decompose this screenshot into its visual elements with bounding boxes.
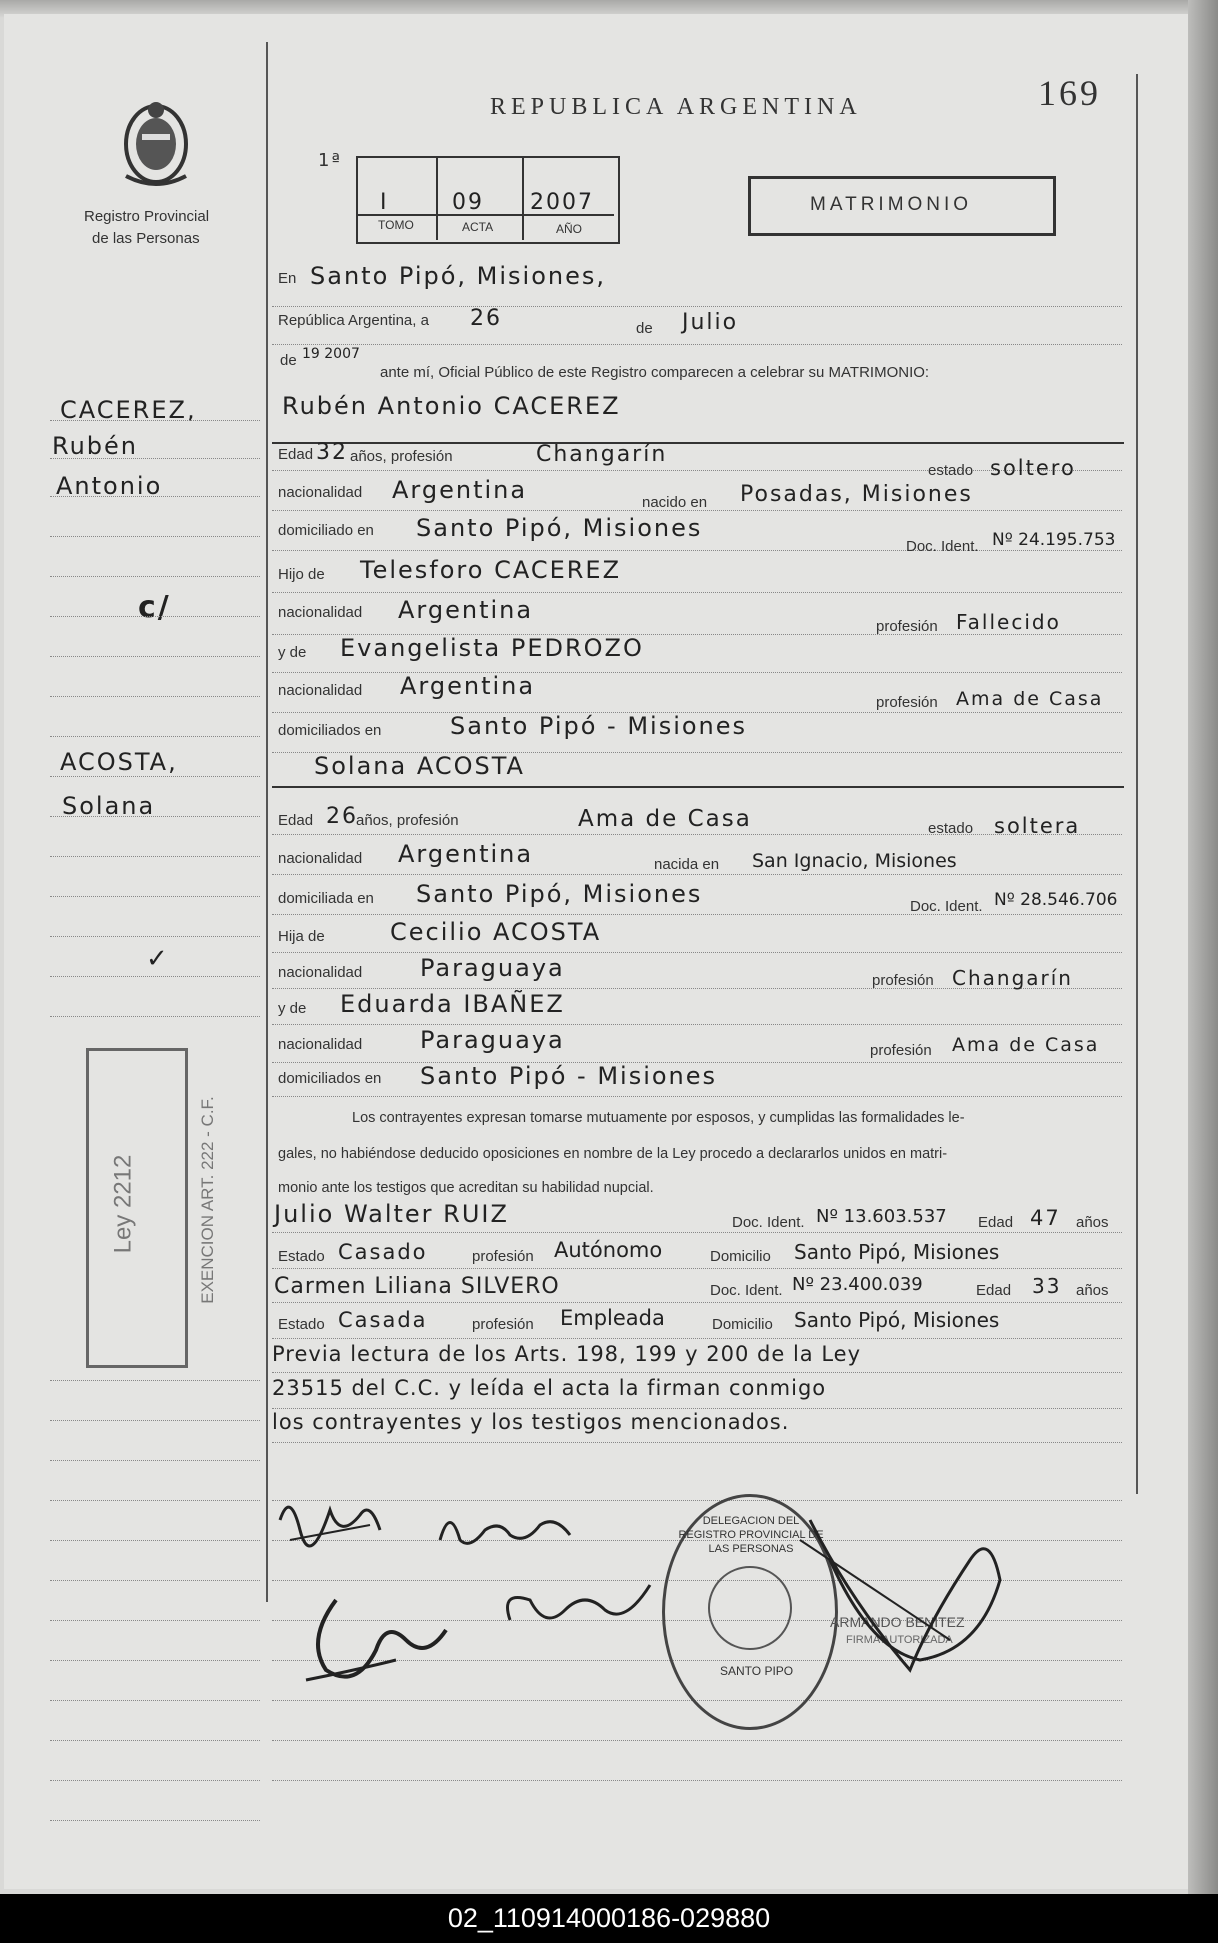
groom-parents-domicile: Santo Pipó - Misiones <box>450 712 748 740</box>
officer-role: FIRMA AUTORIZADA <box>846 1634 953 1646</box>
signature-witness1-icon <box>296 1580 456 1700</box>
exemption-stamp-line1: Ley 2212 <box>109 1154 137 1254</box>
registry-line1: Registro Provincial <box>84 208 210 225</box>
closing-line1: Previa lectura de los Arts. 198, 199 y 200 de la Ley <box>272 1342 861 1366</box>
marriage-day: 26 <box>470 306 502 331</box>
label-doc: Doc. Ident. <box>906 538 979 555</box>
label-edad: Edad <box>278 446 314 463</box>
label-profesion: profesión <box>472 1316 534 1333</box>
record-prefix: 1ª <box>318 150 342 171</box>
bride-mother-nationality: Paraguaya <box>420 1026 565 1054</box>
bride-nationality: Argentina <box>398 840 534 868</box>
margin-check: ✓ <box>146 944 170 974</box>
groom-nationality: Argentina <box>392 476 528 504</box>
label-profesion: profesión <box>876 694 938 711</box>
label-estado: Estado <box>278 1248 325 1265</box>
bride-parents-domicile: Santo Pipó - Misiones <box>420 1062 718 1090</box>
body-line <box>272 1372 1122 1373</box>
officer-name: ARMANDO BENITEZ <box>830 1614 965 1630</box>
declaration-line1: Los contrayentes expresan tomarse mutuamente por esposos, y cumplidas las formalidades le- <box>352 1110 965 1126</box>
label-yde: y de <box>278 1000 307 1017</box>
body-line <box>272 1268 1122 1269</box>
groom-mother-nationality: Argentina <box>400 672 536 700</box>
label-de: de <box>280 352 297 369</box>
label-profesion: profesión <box>876 618 938 635</box>
body-line <box>272 306 1122 307</box>
margin-line <box>50 936 260 937</box>
marriage-place: Santo Pipó, Misiones, <box>310 262 607 290</box>
bride-father-nationality: Paraguaya <box>420 954 565 982</box>
body-line <box>272 952 1122 953</box>
label-nacionalidad: nacionalidad <box>278 1036 363 1053</box>
label-domicilio: Domicilio <box>712 1316 773 1333</box>
label-estado: Estado <box>278 1316 325 1333</box>
label-en: En <box>278 270 297 287</box>
label-nacionalidad: nacionalidad <box>278 850 363 867</box>
witness1-name: Julio Walter RUIZ <box>274 1200 509 1228</box>
margin-line <box>50 1500 260 1501</box>
margin-line <box>50 420 260 421</box>
label-doc: Doc. Ident. <box>710 1282 783 1299</box>
groom-mother: Evangelista PEDROZO <box>340 634 644 662</box>
margin-line <box>50 856 260 857</box>
closing-line3: los contrayentes y los testigos mencionados. <box>272 1410 790 1434</box>
groom-estado: soltero <box>990 456 1076 480</box>
margin-conj: c/ <box>138 590 171 625</box>
label-domicilio: Domicilio <box>710 1248 771 1265</box>
body-line <box>272 914 1122 915</box>
body-line <box>272 1338 1122 1339</box>
section-separator <box>272 786 1124 788</box>
declaration-line2: gales, no habiéndose deducido oposiciones en nombre de la Ley procedo a declararlos unidos en matri- <box>278 1146 948 1162</box>
margin-line <box>50 896 260 897</box>
label-doc: Doc. Ident. <box>910 898 983 915</box>
margin-rule <box>266 42 268 1602</box>
body-line <box>272 1408 1122 1409</box>
body-line <box>272 1232 1122 1233</box>
body-line <box>272 1740 1122 1741</box>
witness2-name: Carmen Liliana SILVERO <box>274 1274 560 1299</box>
body-line <box>272 1780 1122 1781</box>
margin-line <box>50 1540 260 1541</box>
page-number: 169 <box>1038 73 1101 113</box>
body-line <box>272 874 1122 875</box>
witness2-doc: Nº 23.400.039 <box>792 1274 923 1295</box>
label-edad: Edad <box>978 1214 1014 1231</box>
label-anos: años <box>1076 1282 1109 1299</box>
groom-age: 32 <box>316 440 348 465</box>
bride-mother: Eduarda IBAÑEZ <box>340 990 565 1018</box>
bride-doc: Nº 28.546.706 <box>994 890 1118 910</box>
label-de: de <box>636 320 653 337</box>
seal-center-text: SANTO PIPO <box>720 1664 794 1678</box>
acta-label: ACTA <box>462 220 494 234</box>
margin-groom-second: Antonio <box>56 472 163 500</box>
official-seal-center <box>708 1566 792 1650</box>
margin-line <box>50 1460 260 1461</box>
label-anos: años <box>1076 1214 1109 1231</box>
signature-officer-icon <box>790 1500 1010 1690</box>
groom-father-nationality: Argentina <box>398 596 534 624</box>
body-line <box>272 592 1122 593</box>
marriage-month: Julio <box>682 310 739 335</box>
groom-profession: Changarín <box>536 442 668 467</box>
body-line <box>272 1442 1122 1443</box>
groom-domicile: Santo Pipó, Misiones <box>416 514 703 542</box>
bride-father: Cecilio ACOSTA <box>390 918 602 946</box>
tomo-value: I <box>380 190 389 215</box>
label-edad: Edad <box>278 812 314 829</box>
section-separator <box>272 442 1124 444</box>
label-doc: Doc. Ident. <box>732 1214 805 1231</box>
groom-mother-profession: Ama de Casa <box>956 688 1104 710</box>
bride-domicile: Santo Pipó, Misiones <box>416 880 703 908</box>
label-nacionalidad: nacionalidad <box>278 604 363 621</box>
margin-line <box>50 496 260 497</box>
label-hija: Hija de <box>278 928 325 945</box>
label-profesion: profesión <box>472 1248 534 1265</box>
label-nacido: nacido en <box>642 494 708 511</box>
margin-line <box>50 1380 260 1381</box>
record-type: MATRIMONIO <box>810 194 973 215</box>
margin-line <box>50 1700 260 1701</box>
margin-line <box>50 696 260 697</box>
registry-line2: de las Personas <box>92 230 200 247</box>
label-nacida: nacida en <box>654 856 720 873</box>
label-rep: República Argentina, a <box>278 312 429 329</box>
bride-father-profession: Changarín <box>952 966 1073 990</box>
witness1-profession: Autónomo <box>554 1238 663 1262</box>
body-line <box>272 550 1122 551</box>
label-nacionalidad: nacionalidad <box>278 964 363 981</box>
ano-value: 2007 <box>530 190 594 215</box>
body-line <box>272 1096 1122 1097</box>
groom-doc: Nº 24.195.753 <box>992 530 1116 550</box>
label-nacionalidad: nacionalidad <box>278 682 363 699</box>
margin-line <box>50 776 260 777</box>
seal-ring-text: DELEGACION DEL REGISTRO PROVINCIAL DE LAS PERSONAS <box>678 1515 824 1555</box>
right-rule <box>1136 74 1138 1494</box>
margin-line <box>50 1780 260 1781</box>
margin-line <box>50 976 260 977</box>
body-line <box>272 344 1122 345</box>
margin-line <box>50 536 260 537</box>
bride-mother-profession: Ama de Casa <box>952 1034 1100 1056</box>
margin-bride-surname: ACOSTA, <box>60 748 178 776</box>
bride-full-name: Solana ACOSTA <box>314 752 525 780</box>
marriage-year: 19 2007 <box>302 346 360 362</box>
witness2-age: 33 <box>1032 1274 1062 1298</box>
republic-title: REPUBLICA ARGENTINA <box>490 94 862 120</box>
intro-text: ante mí, Oficial Público de este Registro comparecen a celebrar su MATRIMONIO: <box>380 364 930 381</box>
margin-line <box>50 1580 260 1581</box>
label-hijo: Hijo de <box>278 566 325 583</box>
tomo-label: TOMO <box>378 218 414 232</box>
margin-groom-surname: CACEREZ, <box>60 396 197 424</box>
witness1-age: 47 <box>1030 1206 1061 1230</box>
declaration-line3: monio ante los testigos que acreditan su habilidad nupcial. <box>278 1180 654 1196</box>
label-anos-prof: años, profesión <box>356 812 459 829</box>
margin-line <box>50 1016 260 1017</box>
bride-age: 26 <box>326 804 358 829</box>
label-domiciliados: domiciliados en <box>278 1070 382 1087</box>
bride-profession: Ama de Casa <box>578 806 752 832</box>
ano-label: AÑO <box>556 222 583 236</box>
margin-line <box>50 616 260 617</box>
label-nacionalidad: nacionalidad <box>278 484 363 501</box>
margin-line <box>50 656 260 657</box>
signature-witness2-icon <box>490 1570 660 1650</box>
body-line <box>272 1302 1122 1303</box>
label-edad: Edad <box>976 1282 1012 1299</box>
exemption-stamp-line2: EXENCION ART. 222 - C.F. <box>197 1096 217 1304</box>
margin-line <box>50 576 260 577</box>
coat-of-arms-icon <box>116 96 196 192</box>
groom-father: Telesforo CACEREZ <box>360 556 622 584</box>
bride-estado: soltera <box>994 814 1081 838</box>
margin-bride-first: Solana <box>62 792 156 820</box>
margin-line <box>50 1740 260 1741</box>
witness1-doc: Nº 13.603.537 <box>816 1206 947 1227</box>
acta-value: 09 <box>452 190 484 215</box>
groom-birthplace: Posadas, Misiones <box>740 482 973 507</box>
margin-line <box>50 1820 260 1821</box>
label-domiciliada: domiciliada en <box>278 890 374 907</box>
margin-groom-first: Rubén <box>52 432 139 460</box>
groom-father-profession: Fallecido <box>956 610 1061 634</box>
scan-footer: 02_110914000186-029880 <box>0 1894 1218 1943</box>
label-profesion: profesión <box>872 972 934 989</box>
label-estado: estado <box>928 462 974 479</box>
signature-bride-icon <box>430 1500 580 1560</box>
witness1-estado: Casado <box>338 1240 428 1264</box>
margin-line <box>50 1620 260 1621</box>
label-estado: estado <box>928 820 974 837</box>
body-line <box>272 1024 1122 1025</box>
label-profesion: profesión <box>870 1042 932 1059</box>
margin-line <box>50 1660 260 1661</box>
margin-line <box>50 1420 260 1421</box>
label-domiciliado: domiciliado en <box>278 522 374 539</box>
record-box-divider <box>436 158 438 240</box>
witness2-profession: Empleada <box>560 1306 665 1330</box>
bride-birthplace: San Ignacio, Misiones <box>752 850 957 872</box>
margin-line <box>50 458 260 459</box>
witness1-domicile: Santo Pipó, Misiones <box>794 1240 1000 1264</box>
label-yde: y de <box>278 644 307 661</box>
signature-groom-icon <box>270 1480 390 1560</box>
groom-full-name: Rubén Antonio CACEREZ <box>282 392 621 420</box>
margin-line <box>50 816 260 817</box>
witness2-domicile: Santo Pipó, Misiones <box>794 1308 1000 1332</box>
record-box-divider <box>522 158 524 240</box>
margin-line <box>50 736 260 737</box>
label-domiciliados: domiciliados en <box>278 722 382 739</box>
binder-edge <box>1188 0 1218 1894</box>
label-anos-prof: años, profesión <box>350 448 453 465</box>
witness2-estado: Casada <box>338 1308 428 1332</box>
closing-line2: 23515 del C.C. y leída el acta la firman conmigo <box>272 1376 827 1400</box>
